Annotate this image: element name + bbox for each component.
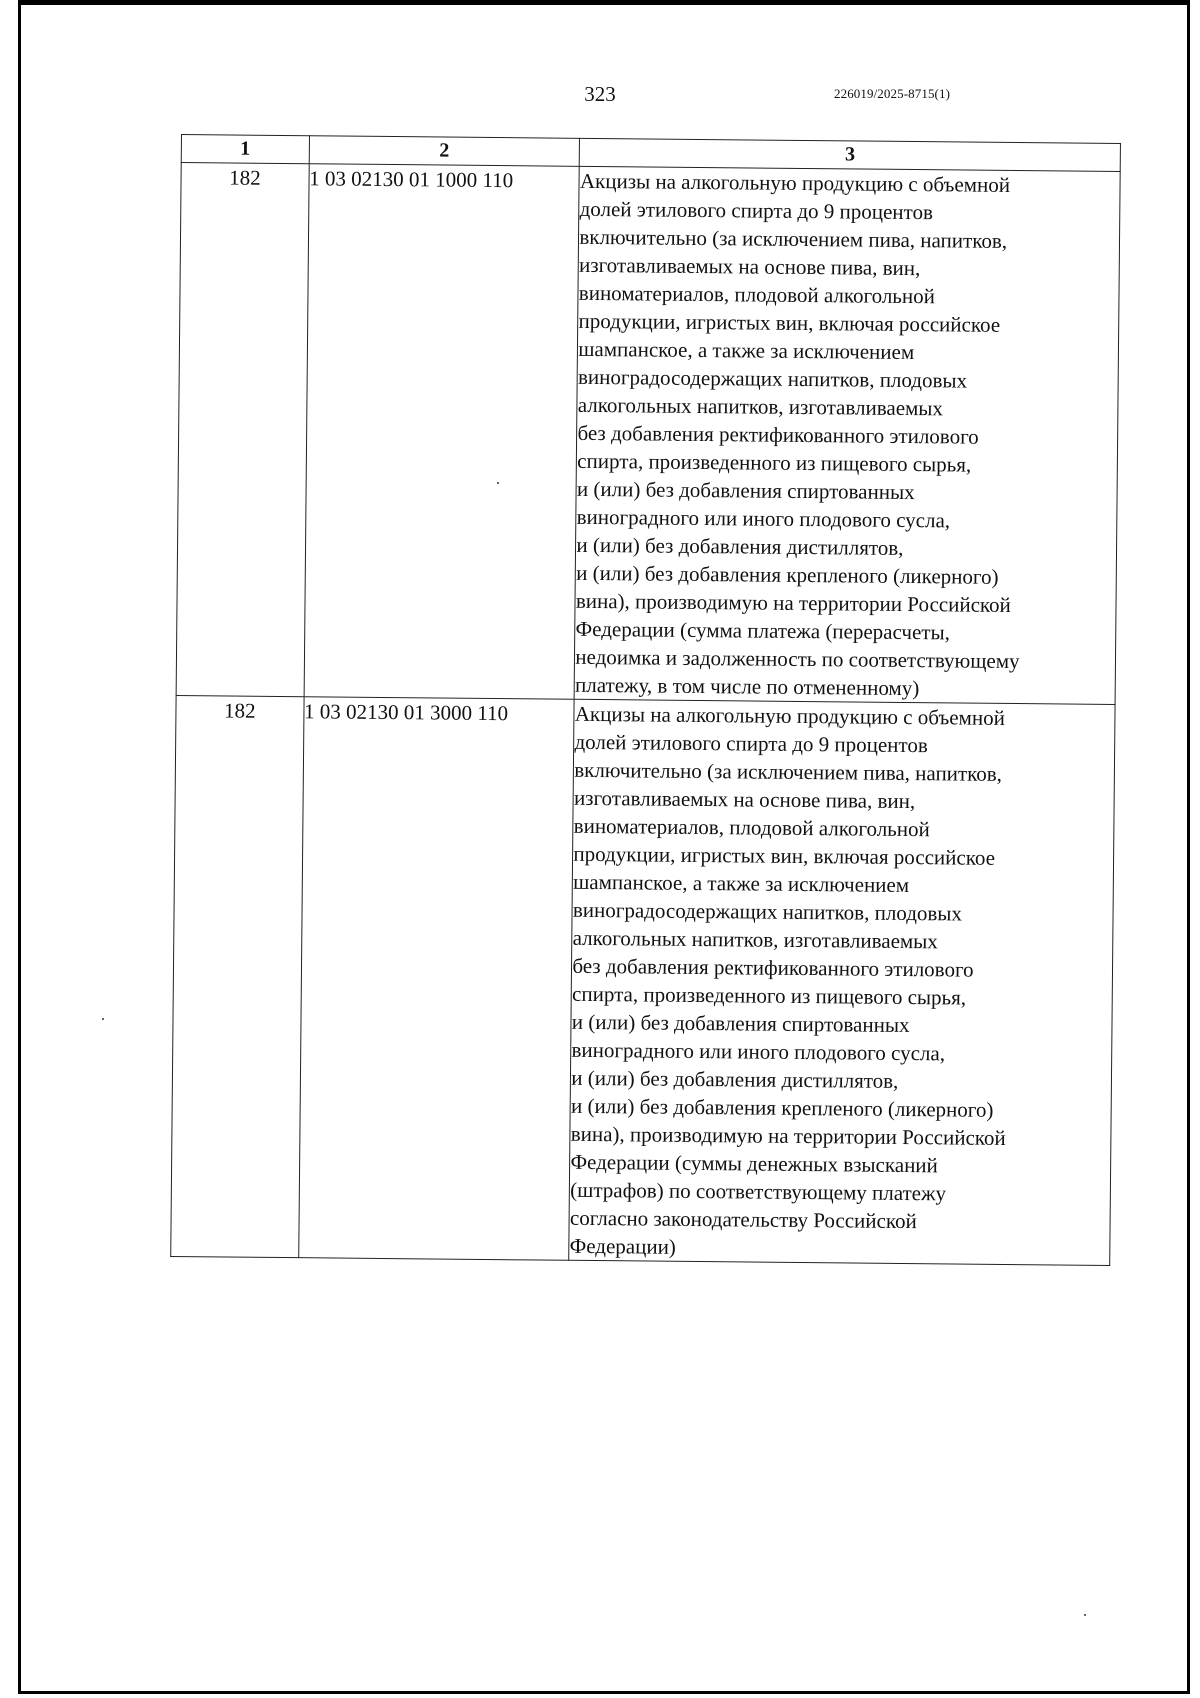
scan-speck <box>102 1018 104 1020</box>
description-line: и (или) без добавления спиртованных <box>576 476 915 505</box>
description-line: и (или) без добавления крепленого (ликерного) <box>576 560 999 589</box>
budget-code-cell: 1 03 02130 01 1000 110 <box>304 164 580 700</box>
budget-code-cell: 1 03 02130 01 3000 110 <box>298 697 574 1261</box>
description-line: виноградосодержащих напитков, плодовых <box>572 897 963 926</box>
description-line: виноградного или иного плодового сусла, <box>571 1037 946 1066</box>
description-line: Федерации) <box>569 1233 676 1259</box>
description-line: без добавления ректификованного этилового <box>577 420 979 449</box>
column-header-3: 3 <box>580 138 1121 171</box>
table-row <box>176 163 1120 705</box>
description-line: виноматериалов, плодовой алкогольной <box>573 813 930 842</box>
description-line: (штрафов) по соответствующему платежу <box>570 1177 947 1206</box>
description-line: шампанское, а также за исключением <box>578 336 915 365</box>
description-cell <box>574 166 1120 704</box>
budget-classification-table <box>170 134 1121 1266</box>
description-line: вина), производимую на территории Российской <box>575 588 1011 617</box>
description-line: и (или) без добавления дистиллятов, <box>576 532 904 560</box>
description-line: вина), производимую на территории Российской <box>570 1121 1006 1150</box>
admin-code-cell: 182 <box>171 695 304 1257</box>
description-line: и (или) без добавления крепленого (ликерного) <box>570 1093 994 1122</box>
description-line: изготавливаемых на основе пива, вин, <box>579 252 921 281</box>
description-line: включительно (за исключением пива, напитков, <box>574 757 1003 786</box>
document-reference: 226019/2025-8715(1) <box>834 86 950 101</box>
admin-code-cell: 182 <box>176 163 309 697</box>
scan-speck <box>1084 1614 1086 1616</box>
description-line: и (или) без добавления дистиллятов, <box>571 1065 899 1093</box>
description-line: виноматериалов, плодовой алкогольной <box>578 280 936 309</box>
description-cell <box>569 699 1115 1265</box>
description-line: виноградосодержащих напитков, плодовых <box>577 364 968 393</box>
description-line: спирта, произведенного из пищевого сырья, <box>577 448 972 477</box>
description-line: долей этилового спирта до 9 процентов <box>574 729 928 758</box>
description-line: продукции, игристых вин, включая российское <box>573 841 996 870</box>
description-line: и (или) без добавления спиртованных <box>571 1009 910 1038</box>
description-line: платежу, в том числе по отмененному) <box>574 672 920 701</box>
description-line: спирта, произведенного из пищевого сырья, <box>572 981 967 1010</box>
table-row <box>171 695 1115 1265</box>
description-line: долей этилового спирта до 9 процентов <box>579 196 934 225</box>
description-line: недоимка и задолженность по соответствующему <box>575 644 1020 674</box>
description-line: Федерации (суммы денежных взысканий <box>570 1149 938 1178</box>
description-line: Акцизы на алкогольную продукцию с объемной <box>579 168 1011 197</box>
description-line: включительно (за исключением пива, напитков, <box>579 224 1008 253</box>
description-line: без добавления ректификованного этилового <box>572 953 974 982</box>
description-line: Акцизы на алкогольную продукцию с объемной <box>574 701 1006 730</box>
description-line: изготавливаемых на основе пива, вин, <box>573 785 916 814</box>
description-line: согласно законодательству Российской <box>569 1205 917 1234</box>
description-line: шампанское, а также за исключением <box>573 869 910 898</box>
description-line: виноградного или иного плодового сусла, <box>576 504 951 533</box>
description-line: продукции, игристых вин, включая российское <box>578 308 1001 337</box>
page-number: 323 <box>584 82 616 106</box>
column-header-2: 2 <box>309 136 580 167</box>
description-line: алкогольных напитков, изготавливаемых <box>572 925 938 954</box>
table-body <box>171 163 1120 1266</box>
column-header-1: 1 <box>181 135 309 164</box>
description-line: Федерации (сумма платежа (перерасчеты, <box>575 616 951 645</box>
description-line: алкогольных напитков, изготавливаемых <box>577 392 944 421</box>
